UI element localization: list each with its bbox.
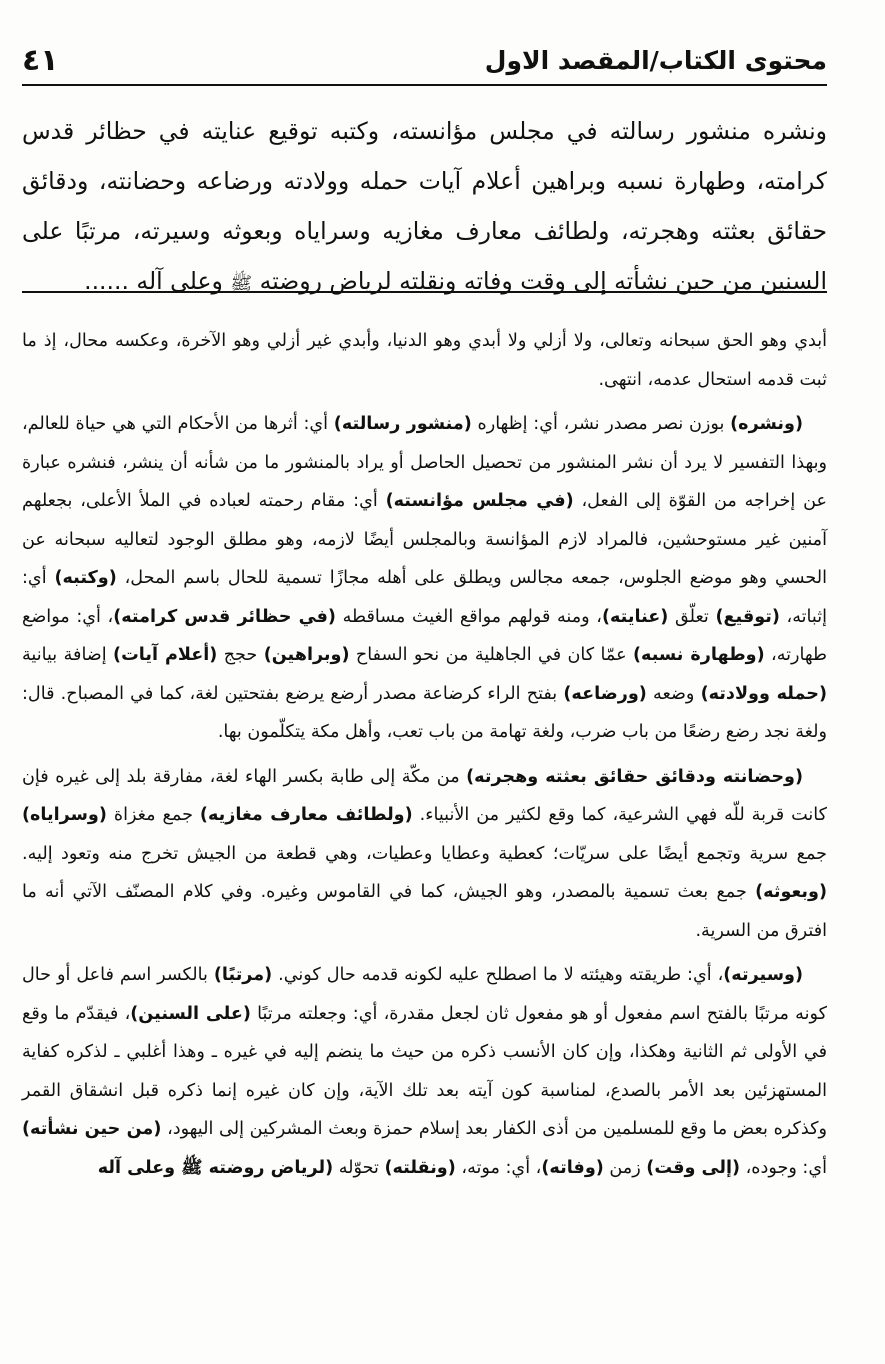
lemma: (ورضاعه) xyxy=(563,683,647,704)
lemma: (وبراهين) xyxy=(263,645,350,665)
running-title: محتوى الكتاب/المقصد الاول xyxy=(484,45,827,75)
matn-divider xyxy=(22,291,827,293)
lemma: (أعلام آيات) xyxy=(113,645,218,665)
matn-body: ونشره منشور رسالته في مجلس مؤانسته، وكتبه توقيع عنايته في حظائر قدس كرامته، وطهارة نسبه وبراهين أعلام آيات حمله وولادته ورضاعه وحضانته، ودقائق حقائق بعثته وهجرته، ولطائف معارف مغازيه وسراياه وبعوثه وسيرته، مرتبًا على السنين من حين نشأته إلى وقت وفاته ونقلته لرياض روضته xyxy=(22,117,827,295)
gloss: بفتح الراء كرضاعة مصدر أرضع يرضع بفتحتين لغة، كما في المصباح. قال: ولغة نجد رضع رضعًا من باب ضرب، ولغة تهامة من باب تعب، وأهل مكة يتكلّمون بها. xyxy=(22,683,827,742)
lemma: (من حين نشأته) xyxy=(22,1119,162,1139)
gloss: حجج xyxy=(217,645,264,665)
lemma: (وطهارة نسبه) xyxy=(633,645,765,665)
sharh-paragraph-4 xyxy=(22,956,827,1187)
salawat-glyph: ﷺ xyxy=(230,273,253,294)
lemma: (وكتبه) xyxy=(54,568,117,588)
gloss: عمّا كان في الجاهلية من نحو السفاح xyxy=(349,645,633,665)
lemma: (مرتبًا) xyxy=(213,965,273,985)
gloss: أي: مقام رحمته لعباده في الملأ الأعلى، بجعلهم آمنين غير مستوحشين، فالمراد لازم المؤانسة وبالمجلس أيضًا لازمه، وهو مطلق الوجود لتعاليه سبحانه عن الحسي وهو موضع الجلوس، جمعه مجالس ويطلق على أهله مجازًا تسمية للحال باسم المحل، xyxy=(22,491,827,588)
lemma: (في حظائر قدس كرامته) xyxy=(113,606,336,627)
matn-ending: وعلى آله ...... xyxy=(84,267,231,295)
gloss: زمن xyxy=(603,1157,647,1178)
gloss: جمع مغزاة xyxy=(106,805,200,825)
matn-text xyxy=(22,106,827,309)
lemma: (منشور رسالته) xyxy=(333,414,472,434)
lemma: (وسراياه) xyxy=(22,805,107,825)
gloss: جمع سرية وتجمع أيضًا على سريّات؛ كعطية وعطايا وعطيات، وهي قطعة من الجيش تخرج منه وتعود إليه. xyxy=(22,843,827,864)
page-number: ٤١ xyxy=(22,42,59,78)
lemma: (في مجلس مؤانسته) xyxy=(385,491,574,511)
lemma: (ولطائف معارف مغازيه) xyxy=(199,805,413,825)
sharh-paragraph-1: أبدي وهو الحق سبحانه وتعالى، ولا أزلي ولا أبدي وهو الدنيا، وأبدي غير أزلي وهو الآخرة، وعكسه محال، إذ ما ثبت قدمه استحال عدمه، انتهى. xyxy=(22,331,827,390)
gloss: أي: أثرها من الأحكام التي هي حياة للعالم، وبهذا التفسير لا يرد أن نشر المنشور من تحصيل الحاصل أو يراد بالمنشور ما من شأنه أن ينشر، فنشره عبارة عن إخراجه من القوّة إلى الفعل، xyxy=(22,414,827,511)
sharh-paragraph-2 xyxy=(22,405,827,752)
gloss: ، فيقدّم ما وقع في الأولى ثم الثانية وهكذا، وإن كان الأنسب ذكره من حيث ما ينضم إليه في غيره ـ وهذا أغلبي ـ لذكره كفاية المستهزئين بعد الأمر بالصدع، لمناسبة كون آيته بعد تلك الآية، وإن كان غيره إنما ذكره قبل انشقاق القمر وكذكره بعض ما وقع للمسلمين من أذى الكفار بعد إسلام حمزة وبعث المشركين إلى اليهود، xyxy=(22,1003,827,1139)
gloss: من مكّة إلى طابة بكسر الهاء لغة، مفارقة بلد إلى غيره فإن كانت قربة للّه فهي الشرعية، كما وقع لكثير من الأنبياء. xyxy=(22,766,827,825)
gloss: أي: وجوده، xyxy=(740,1157,827,1178)
sharh-commentary xyxy=(22,322,827,1193)
lemma: (وحضانته ودقائق حقائق بعثته وهجرته) xyxy=(466,766,803,787)
lemma: (وفاته) xyxy=(541,1157,604,1178)
lemma: (لرياض روضته ﷺ وعلى آله xyxy=(97,1157,334,1178)
lemma: (إلى وقت) xyxy=(646,1157,741,1178)
gloss: بالكسر اسم فاعل أو حال كونه مرتبًا بالفتح اسم مفعول أو هو مفعول ثان لجعل مقدرة، أي: وجعلته مرتبًا xyxy=(22,965,827,1024)
lemma: (وبعوثه) xyxy=(755,882,827,902)
gloss: أي: إثباته، xyxy=(22,568,827,627)
lemma: (ونشره) xyxy=(730,414,803,434)
lemma: (وسيرته) xyxy=(723,965,803,985)
sharh-paragraph-3 xyxy=(22,758,827,951)
lemma: (عنايته) xyxy=(601,606,669,627)
lemma: (ونقلته) xyxy=(384,1157,456,1178)
gloss: ، ومنه قولهم مواقع الغيث مساقطه xyxy=(335,606,602,627)
page-header xyxy=(22,36,827,86)
gloss: ، أي: موته، xyxy=(455,1157,542,1178)
gloss: ، أي: مواضع طهارته، xyxy=(22,606,828,665)
gloss: تعلّق xyxy=(668,606,716,627)
gloss: جمع بعث تسمية بالمصدر، وهو الجيش، كما في القاموس وغيره. وفي كلام المصنّف الآتي أنه ما افترق من السرية. xyxy=(22,882,827,941)
gloss: تحوّله xyxy=(333,1157,385,1178)
lemma: (حمله وولادته) xyxy=(700,683,828,704)
gloss: بوزن نصر مصدر نشر، أي: إظهاره xyxy=(471,414,731,434)
gloss: ، أي: طريقته وهيئته لا ما اصطلح عليه لكونه قدمه حال كوني. xyxy=(272,965,724,985)
lemma: (على السنين) xyxy=(130,1003,251,1024)
gloss: إضافة بيانية xyxy=(22,645,114,665)
gloss: وضعه xyxy=(646,683,701,704)
lemma: (توقيع) xyxy=(715,606,780,627)
